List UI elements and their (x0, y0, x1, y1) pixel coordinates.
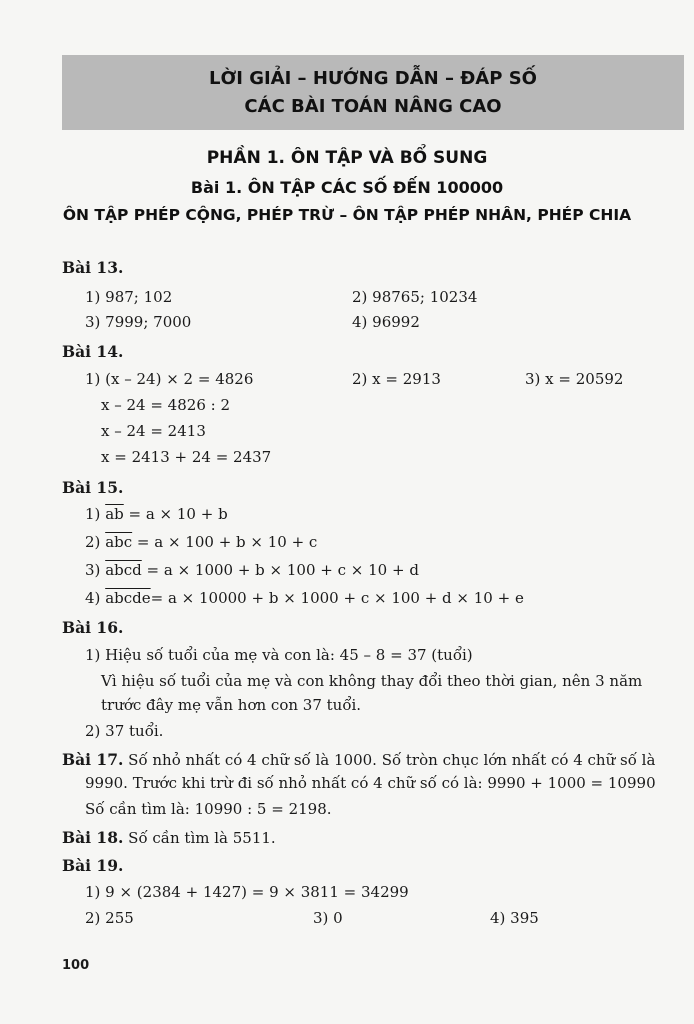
exercise-16-label: Bài 16. (62, 618, 124, 637)
exercise-14-answer-2: 2) x = 2913 (352, 370, 441, 388)
exercise-14-answer-3: 3) x = 20592 (525, 370, 624, 388)
exercise-14-step-3: x = 2413 + 24 = 2437 (101, 448, 272, 466)
exercise-17-line-3: Số cần tìm là: 10990 : 5 = 2198. (85, 800, 332, 818)
exercise-15-line-1 (85, 505, 228, 523)
exercise-16-line-1: 1) Hiệu số tuổi của mẹ và con là: 45 – 8 = 37 (tuổi) (85, 646, 473, 664)
exercise-16-line-2: Vì hiệu số tuổi của mẹ và con không thay đổi theo thời gian, nên 3 năm (101, 672, 643, 690)
exercise-19-answer-1: 1) 9 × (2384 + 1427) = 9 × 3811 = 34299 (85, 883, 409, 901)
exercise-15-expr-1: = a × 10 + b (123, 505, 228, 523)
exercise-15-digits-2: $\overline{abc}$ (105, 533, 133, 551)
exercise-17-text-1: Số nhỏ nhất có 4 chữ số là 1000. Số tròn chục lớn nhất có 4 chữ số là (123, 751, 656, 769)
chapter-banner (62, 55, 684, 130)
exercise-19-answer-2: 2) 255 (85, 909, 134, 927)
exercise-17-label: Bài 17. (62, 750, 124, 769)
exercise-14-step-2: x – 24 = 2413 (101, 422, 206, 440)
exercise-15-label: Bài 15. (62, 478, 124, 497)
exercise-15-num-4: 4) (85, 589, 101, 607)
exercise-15-digits-4: abcde (105, 589, 151, 607)
exercise-13-answer-1: 1) 987; 102 (85, 288, 173, 306)
exercise-15-line-2 (85, 533, 317, 551)
exercise-13-answer-3: 3) 7999; 7000 (85, 313, 192, 331)
exercise-15-expr-4: = a × 10000 + b × 1000 + c × 100 + d × 10 + e (150, 589, 524, 607)
exercise-14-answer-1: 1) (x – 24) × 2 = 4826 (85, 370, 254, 388)
exercise-15-line-4 (85, 589, 524, 607)
section-title: ÔN TẬP PHÉP CỘNG, PHÉP TRỪ – ÔN TẬP PHÉP NHÂN, PHÉP CHIA (62, 206, 632, 224)
exercise-18-line (62, 828, 276, 847)
exercise-15-digits-1: $\overline{ab}$ (105, 505, 124, 523)
exercise-15-expr-3: = a × 1000 + b × 100 + c × 10 + d (141, 561, 419, 579)
exercise-16-line-4: 2) 37 tuổi. (85, 722, 164, 740)
exercise-15-line-3 (85, 561, 419, 579)
banner-line-1: LỜI GIẢI – HƯỚNG DẪN – ĐÁP SỐ (209, 68, 537, 89)
exercise-13-answer-4: 4) 96992 (352, 313, 420, 331)
page-number: 100 (62, 958, 90, 973)
exercise-19-label: Bài 19. (62, 856, 124, 875)
exercise-15-expr-2: = a × 100 + b × 10 + c (132, 533, 318, 551)
exercise-13-label: Bài 13. (62, 258, 124, 277)
exercise-15-digits-3: abcd (105, 561, 142, 579)
exercise-15-num-2: 2) (85, 533, 101, 551)
exercise-19-answer-3: 3) 0 (313, 909, 343, 927)
exercise-15-num-3: 3) (85, 561, 101, 579)
exercise-13-answer-2: 2) 98765; 10234 (352, 288, 478, 306)
exercise-16-line-3: trước đây mẹ vẫn hơn con 37 tuổi. (101, 696, 362, 714)
exercise-18-text: Số cần tìm là 5511. (123, 829, 276, 847)
banner-line-2: CÁC BÀI TOÁN NÂNG CAO (244, 96, 502, 117)
exercise-15-num-1: 1) (85, 505, 101, 523)
exercise-19-answer-4: 4) 395 (490, 909, 539, 927)
part-title: PHẦN 1. ÔN TẬP VÀ BỔ SUNG (206, 148, 488, 168)
exercise-18-label: Bài 18. (62, 828, 124, 847)
exercise-17-line-1 (62, 750, 655, 769)
exercise-17-line-2: 9990. Trước khi trừ đi số nhỏ nhất có 4 chữ số có là: 9990 + 1000 = 10990 (85, 774, 656, 792)
exercise-14-label: Bài 14. (62, 342, 124, 361)
exercise-14-step-1: x – 24 = 4826 : 2 (101, 396, 230, 414)
lesson-title: Bài 1. ÔN TẬP CÁC SỐ ĐẾN 100000 (190, 178, 504, 197)
